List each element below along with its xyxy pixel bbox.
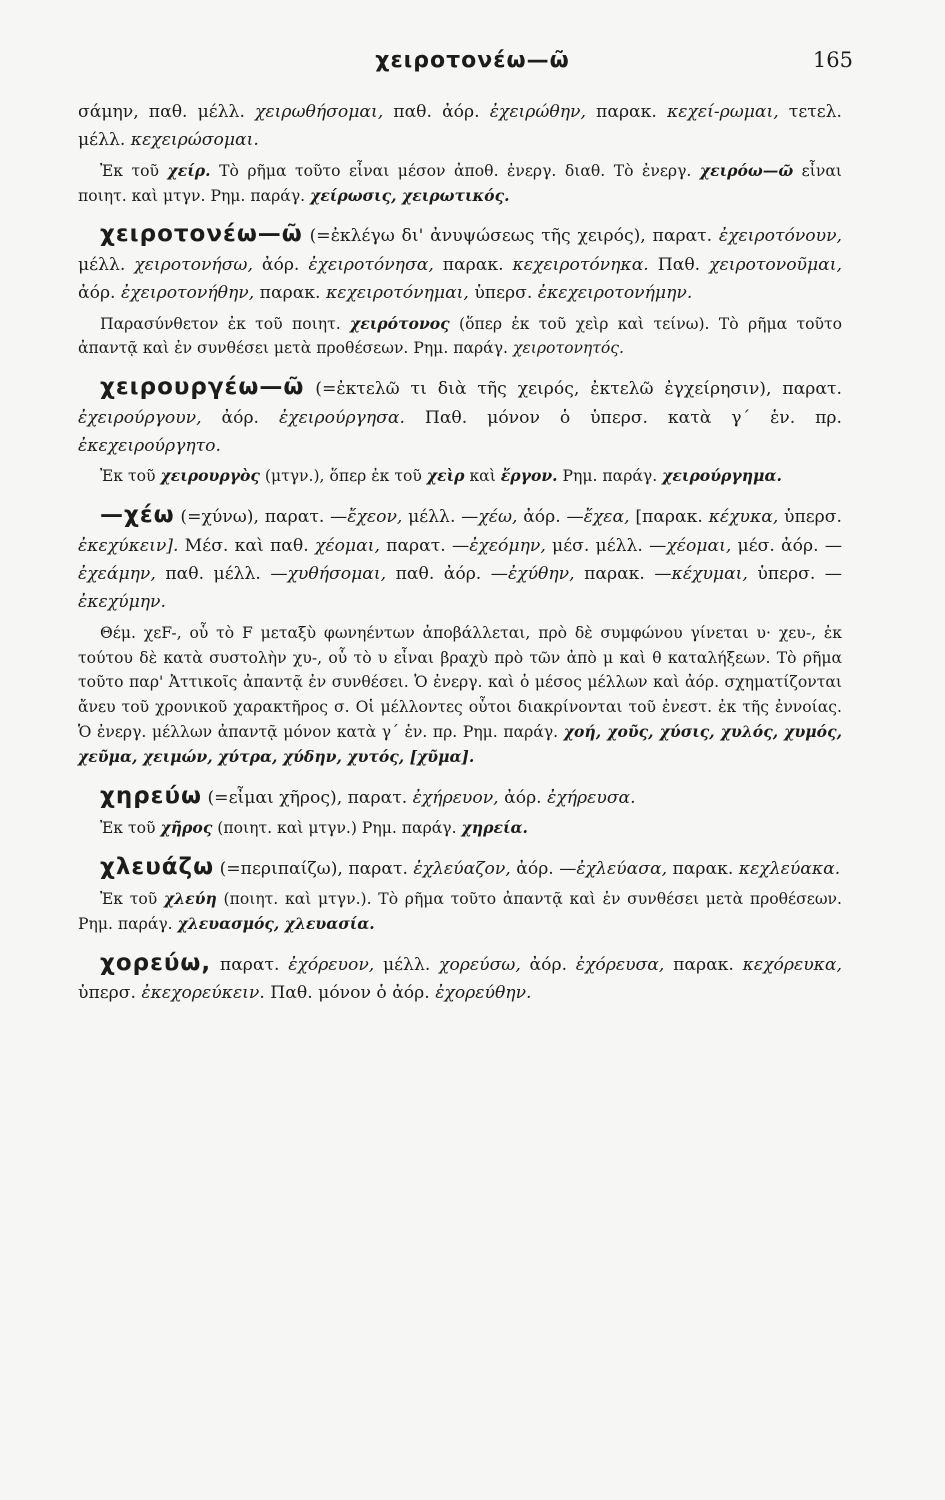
lemma-cheirotoneo: χειροτονέω—ῶ — [100, 221, 303, 248]
lemma-chereuo: χηρεύω — [100, 782, 202, 809]
note-cheirourgeo: Ἐκ τοῦ χειρουργὸς (μτγν.), ὅπερ ἐκ τοῦ χεὶρ καὶ ἔργον. Ρημ. παράγ. χειρούργημα. — [100, 466, 782, 486]
page-number: 165 — [812, 48, 853, 72]
page-body — [78, 98, 842, 1008]
entry-chleuazo: χλευάζω (=περιπαίζω), παρατ. ἐχλεύαζον, ἀόρ. —ἐχλεύασα, παρακ. κεχλεύακα. — [100, 853, 841, 880]
running-head: χειροτονέω—ῶ — [375, 48, 570, 73]
entry-cheirourgeo: χειρουργέω—ῶ (=ἐκτελῶ τι διὰ τῆς χειρός, ἐκτελῶ ἐγχείρησιν), παρατ. ἐχειρούργουν, ἀόρ. ἐχειρούργησα. Παθ. μόνον ὁ ὑπερσ. κατὰ γ΄ ἑν. πρ. ἐκεχειρούργητο. — [78, 374, 842, 457]
note-chleuazo: Ἐκ τοῦ χλεύη (ποιητ. καὶ μτγν.). Τὸ ρῆμα τοῦτο ἀπαντᾷ καὶ ἐν συνθέσει μετὰ προθέσεων. Ρημ. παράγ. χλευασμός, χλευασία. — [78, 889, 842, 934]
entry-continuation-forms: σάμην, παθ. μέλλ. χειρωθήσομαι, παθ. ἀόρ. ἐχειρώθην, παρακ. κεχεί-ρωμαι, τετελ. μέλλ. κεχειρώσομαι. — [78, 102, 842, 151]
lemma-cheirourgeo: χειρουργέω—ῶ — [100, 374, 305, 401]
lemma-chleuazo: χλευάζω — [100, 853, 215, 880]
entry-chereuo: χηρεύω (=εἶμαι χῆρος), παρατ. ἐχήρευον, ἀόρ. ἐχήρευσα. — [100, 782, 636, 809]
lemma-cheo: —χέω — [100, 502, 175, 529]
entry-choreuo: χορεύω, παρατ. ἐχόρευον, μέλλ. χορεύσω, ἀόρ. ἐχόρευσα, παρακ. κεχόρευκα, ὑπερσ. ἐκεχορεύκειν. Παθ. μόνον ὁ ἀόρ. ἐχορεύθην. — [78, 949, 842, 1004]
lemma-choreuo: χορεύω, — [100, 949, 212, 976]
note-cheo: Θέμ. χεF-, οὗ τὸ F μεταξὺ φωνηέντων ἀποβάλλεται, πρὸ δὲ συμφώνου γίνεται υ· χευ-, ἐκ τούτου δὲ κατὰ συστολὴν χυ-, οὗ τὸ υ εἶναι βραχὺ πρὸ τῶν ἀπὸ μ καὶ θ καταλήξεων. Τὸ ρῆμα τοῦτο παρ' Ἀττικοῖς ἀπαντᾷ ἐν συνθέσει. Ὁ ἐνεργ. καὶ ὁ μέσος μέλλων καὶ ἀόρ. σχηματίζονται ἄνευ τοῦ χρονικοῦ χαρακτῆρος σ. Οἱ μέλλοντες οὗτοι διακρίνονται τοῦ ἐνεστ. ἐκ τῆς ἐννοίας. Ὁ ἐνεργ. μέλλων ἀπαντᾷ μόνον κατὰ γ΄ ἑν. πρ. Ρημ. παράγ. χοή, χοῦς, χύσις, χυλός, χυμός, χεῦμα, χειμών, χύτρα, χύδην, χυτός, [χῦμα]. — [78, 623, 842, 766]
page-header — [0, 40, 945, 80]
entry-cheo: —χέω (=χύνω), παρατ. —ἔχεον, μέλλ. —χέω, ἀόρ. —ἔχεα, [παρακ. κέχυκα, ὑπερσ. ἐκεχύκειν]. Μέσ. καὶ παθ. χέομαι, παρατ. —ἐχεόμην, μέσ. μέλλ. —χέομαι, μέσ. ἀόρ. —ἐχεάμην, παθ. μέλλ. —χυθήσομαι, παθ. ἀόρ. —ἐχύθην, παρακ. —κέχυμαι, ὑπερσ. —ἐκεχύμην. — [78, 502, 843, 613]
note-cheirotoneo: Παρασύνθετον ἐκ τοῦ ποιητ. χειρότονος (ὅπερ ἐκ τοῦ χεὶρ καὶ τείνω). Τὸ ρῆμα τοῦτο ἀπαντᾷ καὶ ἐν συνθέσει μετὰ προθέσεων. Ρημ. παράγ. χειροτονητός. — [78, 313, 842, 358]
entry-cheirotoneo: χειροτονέω—ῶ (=ἐκλέγω δι' ἀνυψώσεως τῆς χειρός), παρατ. ἐχειροτόνουν, μέλλ. χειροτονήσω, ἀόρ. ἐχειροτόνησα, παρακ. κεχειροτόνηκα. Παθ. χειροτονοῦμαι, ἀόρ. ἐχειροτονήθην, παρακ. κεχειροτόνημαι, ὑπερσ. ἐκεχειροτονήμην. — [78, 221, 842, 304]
note-chereuo: Ἐκ τοῦ χῆρος (ποιητ. καὶ μτγν.) Ρημ. παράγ. χηρεία. — [100, 818, 528, 838]
entry-continuation-note: Ἐκ τοῦ χείρ. Τὸ ρῆμα τοῦτο εἶναι μέσον ἀποθ. ἐνεργ. διαθ. Τὸ ἐνεργ. χειρόω—ῶ εἶναι ποιητ. καὶ μτγν. Ρημ. παράγ. χείρωσις, χειρωτικός. — [78, 160, 842, 205]
